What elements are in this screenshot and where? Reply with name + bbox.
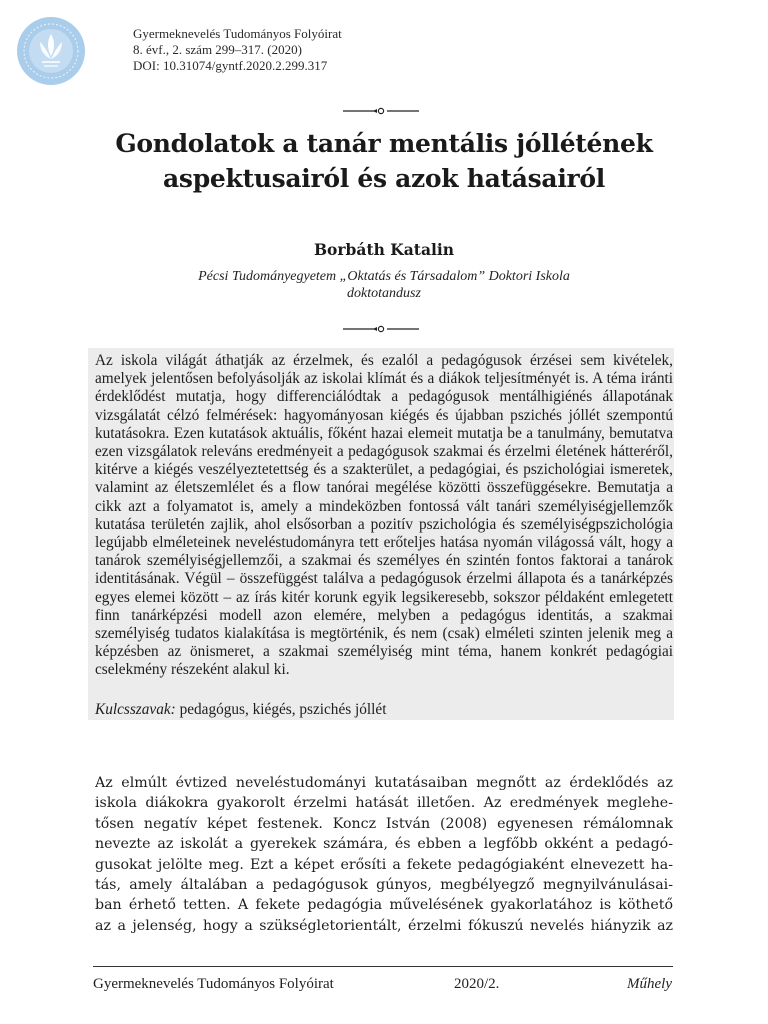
body-line: Az elmúlt évtized neveléstudományi kutatásaiban megnőtt az érdeklődés az [95, 775, 673, 791]
affiliation-line: doktotandusz [347, 286, 421, 301]
author-name: Borbáth Katalin [313, 240, 455, 259]
keywords [95, 701, 673, 719]
article-title-line: Gondolatok a tanár mentális jóllétének [115, 129, 653, 158]
footer-journal-name: Gyermeknevelés Tudományos Folyóirat [93, 976, 334, 992]
journal-logo [16, 16, 86, 86]
keywords-label: Kulcsszavak: [95, 701, 176, 718]
journal-issue: 8. évf., 2. szám 299–317. (2020) [133, 42, 302, 57]
journal-name: Gyermeknevelés Tudományos Folyóirat [133, 26, 342, 41]
body-line: az a jelenség, hogy a szükségletorientált, érzelmi fókuszú nevelés hiányzik az [95, 917, 673, 934]
footer-divider [93, 966, 673, 967]
body-line: tősen negatív képet festenek. Koncz István (2008) egyenesen rémálomnak [95, 815, 673, 832]
abstract-text: Az iskola világát áthatják az érzelmek, és ezalól a pedagógusok érzései sem kivételek, amelyek jelentősen befolyásolják az iskolai klímát és a diákok teljesítményét is. A téma iránti érdeklődést mutatja, hogy differenciálódtak a pedagógusok mentálhigiénés állapotának vizsgálatát célzó felmérések: hagyományosan kiégés és újabban pszichés jóllét szempontú kutatásokra. Ezen kutatások aktuális, főként hazai elemeit mutatja be a tanulmány, bemutatva ezen vizsgálatok releváns eredményeit a pedagógusok szakmai és érzelmi életének hátteréről, kitérve a kiégés veszélyeztetettség és a szakterület, a pedagógiai, és pszichológiai ismeretek, valamint az életszemlélet és a flow tanórai megélése közötti összefüggésekre. Bemutatja a cikk azt a folyamatot is, amely a mindeközben fontossá vált tanári személyiségjellemzők kutatása területén zajlik, ahol elsősorban a pozitív pszichológia és személyiségpszichológia legújabb elméleteinek neveléstudományra tett erőteljes hatása nyomán világossá vált, hogy a tanárok személyiségjellemzői, a szakmai és személyes én szintén fontos faktorai a tanárok identitásának. Végül – összefüggést találva a pedagógusok érzelmi állapota és a tanárképzés egyes elemei között – az írás kitér korunk egyik legsikeresebb, sokszor példaként emlegetett finn tanárképzési modell azon elemére, melyben a pedagógus identitás, a szakmai személyiség tudatos kialakítása is megtörténik, és nem (csak) elméleti szinten jelenik meg a képzésben az önismeret, a szakmai személyiség mint téma, hanem konkrét pedagógiai cselekmény részeként alakul ki. [95, 352, 673, 679]
body-line: tás, amely általában a pedagógusok gúnyos, megbélyegző megnyilvánulásai- [95, 877, 673, 894]
body-line: ban érhető tetten. A fekete pedagógia művelésének gyakorlatához is köthető [95, 897, 673, 914]
journal-logo-icon [16, 16, 86, 86]
body-line: iskola diákokra gyakorolt érzelmi hatását illetően. Az eredmények meglehe- [95, 795, 673, 812]
body-paragraph [95, 773, 673, 936]
footer-section: Műhely [627, 976, 672, 992]
footer-issue: 2020/2. [454, 976, 500, 992]
author-affiliation [0, 268, 768, 302]
article-title [0, 126, 768, 196]
body-line: nevezte az iskolát a gyerekek számára, és ebben a legfőbb okként a pedagó- [95, 836, 673, 853]
affiliation-line: Pécsi Tudományegyetem „Oktatás és Társadalom” Doktori Iskola [198, 269, 570, 284]
journal-header [133, 26, 342, 74]
keywords-values: pedagógus, kiégés, pszichés jóllét [179, 701, 387, 718]
body-line: gusokat jelölte meg. Ezt a képet erősíti a fekete pedagógiaként elnevezett ha- [95, 856, 673, 873]
ornament-divider-icon [343, 107, 419, 115]
ornament-divider-icon [343, 325, 419, 333]
article-title-line: aspektusairól és azok hatásairól [163, 164, 605, 193]
journal-doi: DOI: 10.31074/gyntf.2020.2.299.317 [133, 58, 328, 73]
